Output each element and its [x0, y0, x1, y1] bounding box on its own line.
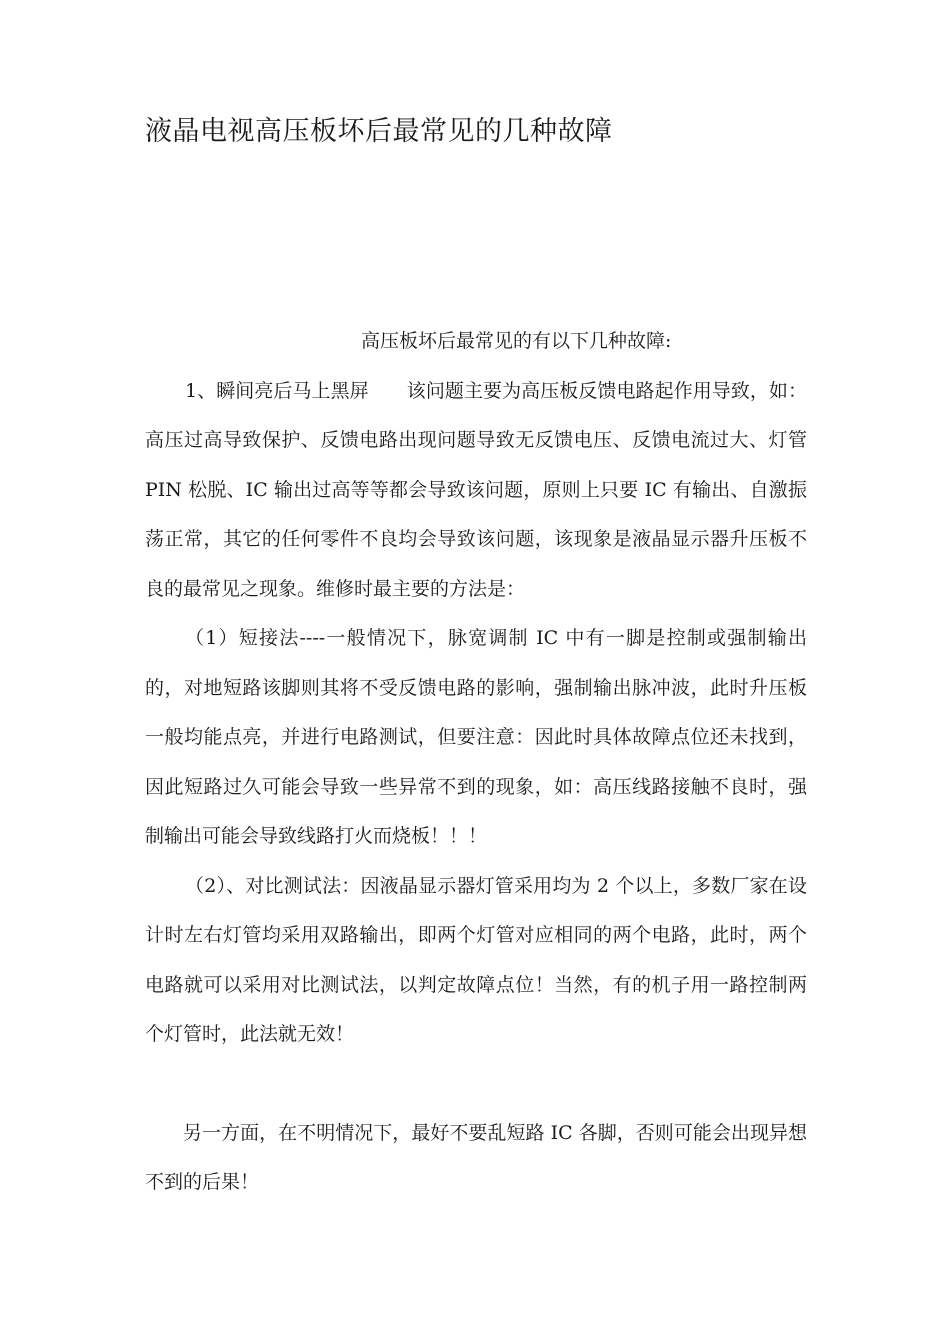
paragraph-warning: 另一方面，在不明情况下，最好不要乱短路 IC 各脚，否则可能会出现异想不到的后果！ [145, 1121, 807, 1193]
paragraph-compare-method: （2）、对比测试法：因液晶显示器灯管采用均为 2 个以上，多数厂家在设计时左右灯管均采用双路输出，即两个灯管对应相同的两个电路，此时，两个电路就可以采用对比测试法，以判定故障点位！当然，有的机子用一路控制两个灯管时，此法就无效！ [145, 874, 807, 1045]
section-subtitle: 高压板坏后最常见的有以下几种故障: [361, 330, 672, 352]
document-title: 液晶电视高压板坏后最常见的几种故障 [145, 116, 613, 147]
document-body [145, 317, 807, 1208]
paragraph-short-method: （1）短接法----一般情况下，脉宽调制 IC 中有一脚是控制或强制输出的，对地短路该脚则其将不受反馈电路的影响，强制输出脉冲波，此时升压板一般均能点亮，并进行电路测试，但要注意：因此时具体故障点位还未找到，因此短路过久可能会导致一些异常不到的现象，如：高压线路接触不良时，强制输出可能会导致线路打火而烧板！！！ [145, 627, 807, 847]
paragraph-fault-1: 1、瞬间亮后马上黑屏 该问题主要为高压板反馈电路起作用导致，如：高压过高导致保护、反馈电路出现问题导致无反馈电压、反馈电流过大、灯管 PIN 松脱、IC 输出过高等等都会导致该问题，原则上只要 IC 有输出、自激振荡正常，其它的任何零件不良均会导致该问题，该现象是液晶显示器升压板不良的最常见之现象。维修时最主要的方法是： [145, 379, 807, 600]
